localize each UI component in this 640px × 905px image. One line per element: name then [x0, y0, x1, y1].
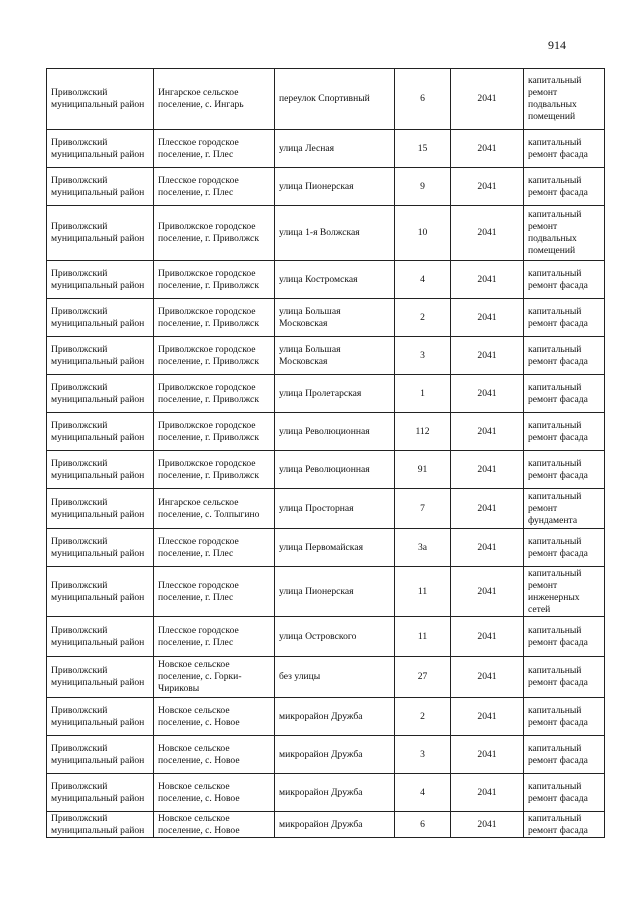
- settlement-cell: Приволжское городское поселение, г. Приволжск: [154, 375, 275, 413]
- district-cell: Приволжский муниципальный район: [47, 451, 154, 489]
- table-row: [47, 130, 605, 168]
- year-cell: 2041: [451, 736, 524, 774]
- work-type-cell: капитальный ремонт фундамента: [524, 489, 605, 529]
- settlement-cell: Новское сельское поселение, с. Горки-Чириковы: [154, 657, 275, 698]
- district-cell: Приволжский муниципальный район: [47, 617, 154, 657]
- work-type-cell: капитальный ремонт фасада: [524, 168, 605, 206]
- district-cell: Приволжский муниципальный район: [47, 168, 154, 206]
- house-number-cell: 7: [395, 489, 451, 529]
- settlement-cell: Новское сельское поселение, с. Новое: [154, 698, 275, 736]
- work-type-cell: капитальный ремонт фасада: [524, 451, 605, 489]
- work-type-cell: капитальный ремонт фасада: [524, 698, 605, 736]
- table-row: [47, 617, 605, 657]
- street-cell: улица Революционная: [275, 451, 395, 489]
- repair-schedule-table: [46, 68, 605, 838]
- district-cell: Приволжский муниципальный район: [47, 206, 154, 261]
- settlement-cell: Плесское городское поселение, г. Плес: [154, 130, 275, 168]
- year-cell: 2041: [451, 130, 524, 168]
- house-number-cell: 27: [395, 657, 451, 698]
- year-cell: 2041: [451, 451, 524, 489]
- settlement-cell: Плесское городское поселение, г. Плес: [154, 567, 275, 617]
- year-cell: 2041: [451, 657, 524, 698]
- district-cell: Приволжский муниципальный район: [47, 299, 154, 337]
- house-number-cell: 2: [395, 698, 451, 736]
- settlement-cell: Приволжское городское поселение, г. Приволжск: [154, 206, 275, 261]
- house-number-cell: 9: [395, 168, 451, 206]
- street-cell: улица Революционная: [275, 413, 395, 451]
- district-cell: Приволжский муниципальный район: [47, 698, 154, 736]
- table-row: [47, 206, 605, 261]
- house-number-cell: 6: [395, 812, 451, 838]
- house-number-cell: 112: [395, 413, 451, 451]
- table-row: [47, 299, 605, 337]
- work-type-cell: капитальный ремонт фасада: [524, 617, 605, 657]
- year-cell: 2041: [451, 337, 524, 375]
- year-cell: 2041: [451, 168, 524, 206]
- year-cell: 2041: [451, 261, 524, 299]
- work-type-cell: капитальный ремонт фасада: [524, 529, 605, 567]
- street-cell: микрорайон Дружба: [275, 812, 395, 838]
- year-cell: 2041: [451, 567, 524, 617]
- street-cell: улица Пионерская: [275, 567, 395, 617]
- year-cell: 2041: [451, 812, 524, 838]
- settlement-cell: Приволжское городское поселение, г. Приволжск: [154, 413, 275, 451]
- house-number-cell: 1: [395, 375, 451, 413]
- year-cell: 2041: [451, 774, 524, 812]
- district-cell: Приволжский муниципальный район: [47, 774, 154, 812]
- table-row: [47, 736, 605, 774]
- house-number-cell: 4: [395, 774, 451, 812]
- year-cell: 2041: [451, 375, 524, 413]
- year-cell: 2041: [451, 69, 524, 130]
- district-cell: Приволжский муниципальный район: [47, 812, 154, 838]
- street-cell: улица Лесная: [275, 130, 395, 168]
- house-number-cell: 3а: [395, 529, 451, 567]
- district-cell: Приволжский муниципальный район: [47, 657, 154, 698]
- table-row: [47, 69, 605, 130]
- street-cell: улица Пионерская: [275, 168, 395, 206]
- table-row: [47, 375, 605, 413]
- table-row: [47, 489, 605, 529]
- house-number-cell: 3: [395, 337, 451, 375]
- table-row: [47, 261, 605, 299]
- table-row: [47, 413, 605, 451]
- district-cell: Приволжский муниципальный район: [47, 736, 154, 774]
- settlement-cell: Приволжское городское поселение, г. Приволжск: [154, 337, 275, 375]
- district-cell: Приволжский муниципальный район: [47, 130, 154, 168]
- street-cell: улица Первомайская: [275, 529, 395, 567]
- street-cell: улица Просторная: [275, 489, 395, 529]
- page-number: 914: [548, 38, 566, 52]
- house-number-cell: 11: [395, 617, 451, 657]
- year-cell: 2041: [451, 489, 524, 529]
- table-row: [47, 774, 605, 812]
- street-cell: без улицы: [275, 657, 395, 698]
- house-number-cell: 10: [395, 206, 451, 261]
- work-type-cell: капитальный ремонт подвальных помещений: [524, 69, 605, 130]
- house-number-cell: 91: [395, 451, 451, 489]
- work-type-cell: капитальный ремонт фасада: [524, 774, 605, 812]
- district-cell: Приволжский муниципальный район: [47, 375, 154, 413]
- settlement-cell: Приволжское городское поселение, г. Приволжск: [154, 451, 275, 489]
- settlement-cell: Плесское городское поселение, г. Плес: [154, 529, 275, 567]
- table-row: [47, 657, 605, 698]
- house-number-cell: 15: [395, 130, 451, 168]
- district-cell: Приволжский муниципальный район: [47, 69, 154, 130]
- table-row: [47, 812, 605, 838]
- work-type-cell: капитальный ремонт фасада: [524, 736, 605, 774]
- street-cell: улица Большая Московская: [275, 299, 395, 337]
- work-type-cell: капитальный ремонт инженерных сетей: [524, 567, 605, 617]
- street-cell: микрорайон Дружба: [275, 736, 395, 774]
- work-type-cell: капитальный ремонт фасада: [524, 261, 605, 299]
- year-cell: 2041: [451, 698, 524, 736]
- district-cell: Приволжский муниципальный район: [47, 529, 154, 567]
- street-cell: улица Костромская: [275, 261, 395, 299]
- street-cell: улица 1-я Волжская: [275, 206, 395, 261]
- street-cell: переулок Спортивный: [275, 69, 395, 130]
- house-number-cell: 3: [395, 736, 451, 774]
- street-cell: улица Островского: [275, 617, 395, 657]
- work-type-cell: капитальный ремонт фасада: [524, 299, 605, 337]
- district-cell: Приволжский муниципальный район: [47, 261, 154, 299]
- settlement-cell: Ингарское сельское поселение, с. Ингарь: [154, 69, 275, 130]
- house-number-cell: 11: [395, 567, 451, 617]
- work-type-cell: капитальный ремонт подвальных помещений: [524, 206, 605, 261]
- settlement-cell: Новское сельское поселение, с. Новое: [154, 774, 275, 812]
- settlement-cell: Приволжское городское поселение, г. Приволжск: [154, 299, 275, 337]
- settlement-cell: Приволжское городское поселение, г. Приволжск: [154, 261, 275, 299]
- settlement-cell: Плесское городское поселение, г. Плес: [154, 617, 275, 657]
- district-cell: Приволжский муниципальный район: [47, 337, 154, 375]
- year-cell: 2041: [451, 413, 524, 451]
- year-cell: 2041: [451, 299, 524, 337]
- work-type-cell: капитальный ремонт фасада: [524, 413, 605, 451]
- year-cell: 2041: [451, 206, 524, 261]
- district-cell: Приволжский муниципальный район: [47, 567, 154, 617]
- street-cell: улица Большая Московская: [275, 337, 395, 375]
- table-row: [47, 451, 605, 489]
- settlement-cell: Новское сельское поселение, с. Новое: [154, 736, 275, 774]
- street-cell: улица Пролетарская: [275, 375, 395, 413]
- house-number-cell: 6: [395, 69, 451, 130]
- work-type-cell: капитальный ремонт фасада: [524, 130, 605, 168]
- house-number-cell: 2: [395, 299, 451, 337]
- settlement-cell: Новское сельское поселение, с. Новое: [154, 812, 275, 838]
- year-cell: 2041: [451, 617, 524, 657]
- table-row: [47, 529, 605, 567]
- settlement-cell: Ингарское сельское поселение, с. Толпыгино: [154, 489, 275, 529]
- table-row: [47, 168, 605, 206]
- work-type-cell: капитальный ремонт фасада: [524, 337, 605, 375]
- street-cell: микрорайон Дружба: [275, 698, 395, 736]
- settlement-cell: Плесское городское поселение, г. Плес: [154, 168, 275, 206]
- work-type-cell: капитальный ремонт фасада: [524, 812, 605, 838]
- table-row: [47, 567, 605, 617]
- table-row: [47, 698, 605, 736]
- table-row: [47, 337, 605, 375]
- work-type-cell: капитальный ремонт фасада: [524, 657, 605, 698]
- work-type-cell: капитальный ремонт фасада: [524, 375, 605, 413]
- street-cell: микрорайон Дружба: [275, 774, 395, 812]
- house-number-cell: 4: [395, 261, 451, 299]
- district-cell: Приволжский муниципальный район: [47, 413, 154, 451]
- year-cell: 2041: [451, 529, 524, 567]
- district-cell: Приволжский муниципальный район: [47, 489, 154, 529]
